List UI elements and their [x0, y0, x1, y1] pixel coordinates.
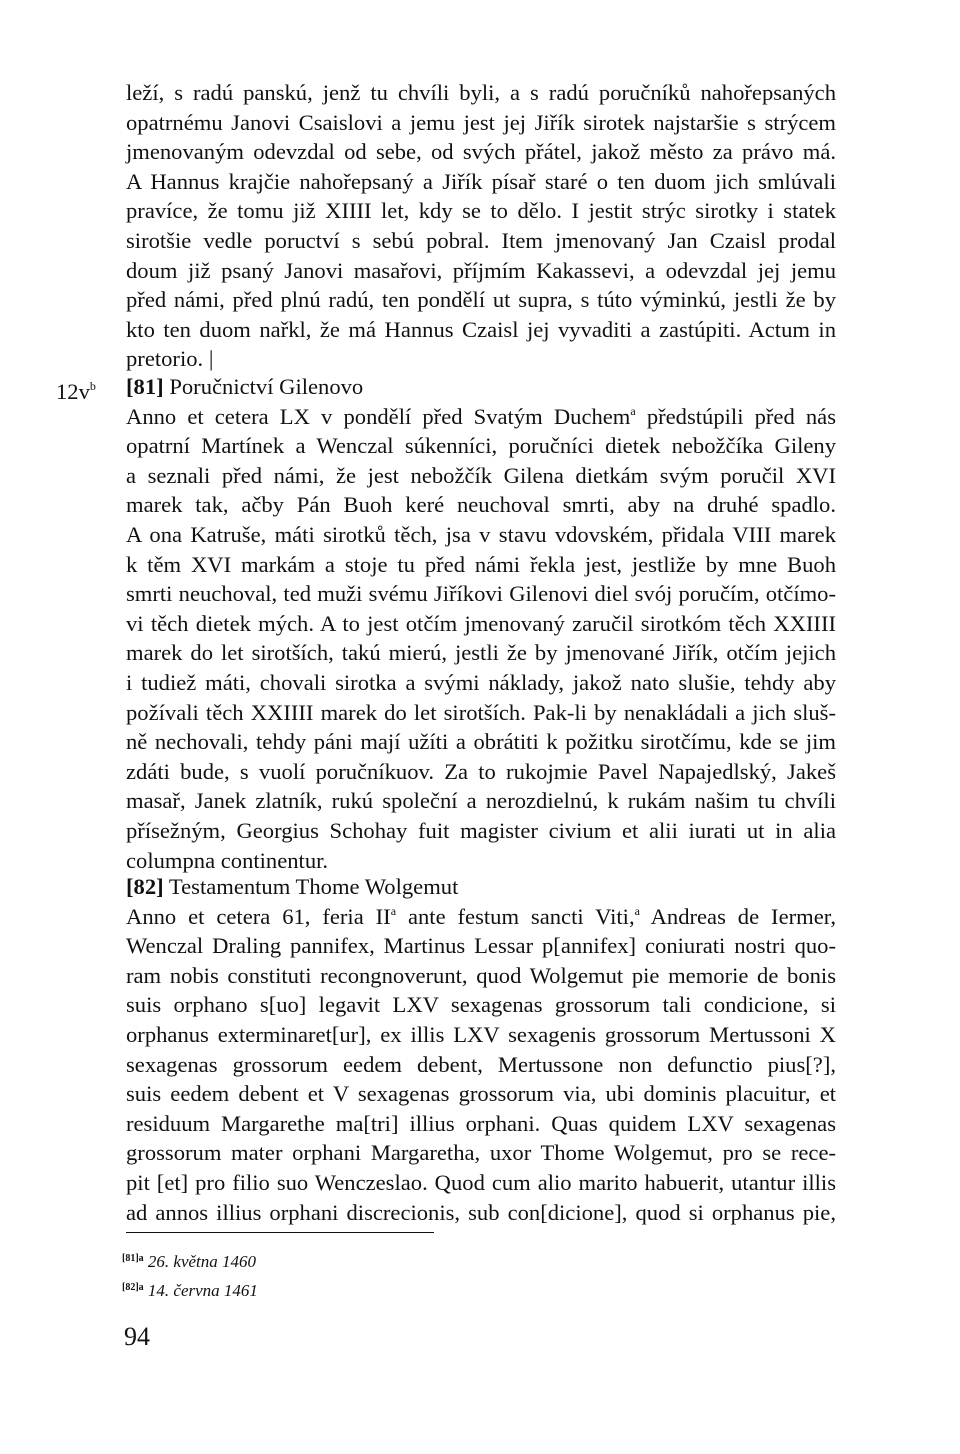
footnote-item [122, 1246, 258, 1275]
entry-81-heading [126, 372, 836, 402]
text-line: a seznali před námi, že jest nebožčík Gilena dietkám svým poručil XVI [126, 462, 836, 488]
text-line: A Hannus krajčie nahořepsaný a Jiřík písař staré o ten duom jich smlúvali [126, 168, 836, 194]
text-line: ně nechovali, tehdy páni mají užíti a obrátiti k požitku sirotčímu, kde se jim [126, 729, 836, 755]
text-line: A ona Katruše, máti sirotků těch, jsa v stavu vdovském, přidala VIII marek [126, 521, 836, 547]
text-line: suis orphano s[uo] legavit LXV sexagenas grossorum tali condicione, si [126, 992, 836, 1018]
text-line: suis eedem debent et V sexagenas grossorum via, ubi dominis placuitur, et [126, 1081, 836, 1107]
entry-81-number: [81] [126, 374, 164, 399]
entry-82-first-line-a: Anno et cetera 61, feria II [126, 903, 391, 929]
text-line: smrti neuchoval, ted muži svému Jiříkovi Gilenovi diel svój poručím, otčímo- [126, 581, 836, 607]
text-line: zdáti bude, s vuolí poručníkuov. Za to rukojmie Pavel Napajedlský, Jakeš [126, 758, 836, 784]
entry-82-title: Testamentum Thome Wolgemut [168, 874, 459, 899]
page-number: 94 [124, 1322, 150, 1351]
intro-paragraph [126, 78, 836, 374]
text-line: jmenovaným odevzdal od sebe, od svých přátel, jakož město za právo má. [126, 139, 836, 165]
text-line [126, 402, 836, 432]
text-line: k těm XVI markám a stoje tu před námi řekla jest, jestliže by mne Buoh [126, 551, 836, 577]
entry-82 [126, 872, 836, 1227]
entry-81-first-line-pre: Anno et cetera LX v pondělí před Svatým Duchem [126, 403, 631, 429]
text-line: sirotšie vedle poructví s sebú pobral. Item jmenovaný Jan Czaisl prodal [126, 227, 836, 253]
entry-81 [126, 372, 836, 875]
entry-82-first-line-c: Andreas de Iermer, [639, 903, 836, 929]
footnote-mark: [82]a [122, 1282, 144, 1293]
text-line: doum již psaný Janovi masařovi, příjmím Kakassevi, a odevzdal jej jemu [126, 257, 836, 283]
text-line: požívali těch XXIIII marek do let sirotších. Pak-li by nenakládali a jich sluš- [126, 699, 836, 725]
text-line: residuum Margarethe ma[tri] illius orphani. Quas quidem LXV sexagenas [126, 1110, 836, 1136]
footnote-marker: a [634, 903, 640, 918]
text-line [126, 902, 836, 932]
text-line: orphanus exterminaret[ur], ex illis LXV sexagenis grossorum Mertussoni X [126, 1021, 836, 1047]
footnote-item [122, 1275, 258, 1304]
text-line: ram nobis constituti recongnoverunt, quod Wolgemut pie memorie de bonis [126, 962, 836, 988]
text-line: pit [et] pro filio suo Wenczeslao. Quod cum alio marito habuerit, utantur illis [126, 1169, 836, 1195]
text-line: grossorum mater orphani Margaretha, uxor Thome Wolgemut, pro se rece- [126, 1140, 836, 1166]
text-line: přísežným, Georgius Schohay fuit magister civium et alii iurati ut in alia [126, 817, 836, 843]
footnotes [122, 1246, 258, 1304]
entry-82-heading [126, 872, 836, 902]
text-line: marek tak, ačby Pán Buoh keré neuchoval smrti, aby na druhé spadlo. [126, 492, 836, 518]
text-line: sexagenas grossorum eedem debent, Mertussone non defunctio pius[?], [126, 1051, 836, 1077]
footnote-mark: [81]a [122, 1253, 144, 1264]
text-line: columpna continentur. [126, 847, 329, 873]
folio-reference [56, 372, 96, 407]
text-line: pretorio. | [126, 346, 214, 372]
folio-reference-sup: b [89, 379, 96, 393]
text-line: ad annos illius orphani discrecionis, sub con[dicione], quod si orphanus pie, [126, 1199, 836, 1225]
footnote-divider [126, 1232, 434, 1233]
text-line: opatrnému Janovi Csaislovi a jemu jest jej Jiřík sirotek najstaršie s strýcem [126, 109, 836, 135]
footnote-marker: a [630, 403, 636, 418]
text-line: Wenczal Draling pannifex, Martinus Lessar p[annifex] coniurati nostri quo- [126, 933, 836, 959]
text-line: marek do let sirotších, takú mierú, jestli že by jmenované Jiřík, otčím jejich [126, 640, 836, 666]
footnote-marker: a [390, 903, 397, 918]
text-line: opatrní Martínek a Wenczal súkenníci, poručníci dietek nebožčíka Gileny [126, 433, 836, 459]
folio-reference-main: 12v [56, 379, 90, 404]
text-line: leží, s radú panskú, jenž tu chvíli byli, a s radú poručníků nahořepsaných [126, 80, 836, 105]
entry-81-title: Poručnictví Gilenovo [169, 374, 364, 399]
entry-82-number: [82] [126, 874, 164, 899]
text-line: před námi, před plnú radú, ten pondělí ut supra, s túto výminkú, jestli že by [126, 287, 836, 313]
text-line: vi těch dietek mých. A to jest otčím jmenovaný zaručil sirotkóm těch XXIIII [126, 610, 836, 636]
footnote-text: 14. června 1461 [147, 1281, 258, 1300]
footnote-text: 26. května 1460 [147, 1252, 257, 1271]
text-line: pravíce, že tomu již XIIII let, kdy se to dělo. I jestit strýc sirotky i statek [126, 198, 836, 224]
text-line: masař, Janek zlatník, rukú společní a nerozdielnú, k rukám našim tu chvíli [126, 788, 836, 814]
entry-81-first-line-post: předstúpili před nás [635, 403, 836, 429]
text-line: i tudiež máti, chovali sirotka a svými náklady, jakož nato slušie, tehdy aby [126, 669, 836, 695]
text-line: kto ten duom nařkl, že má Hannus Czaisl jej vyvaditi a zastúpiti. Actum in [126, 316, 836, 342]
entry-82-first-line-b: ante festum sancti Viti, [396, 903, 635, 929]
